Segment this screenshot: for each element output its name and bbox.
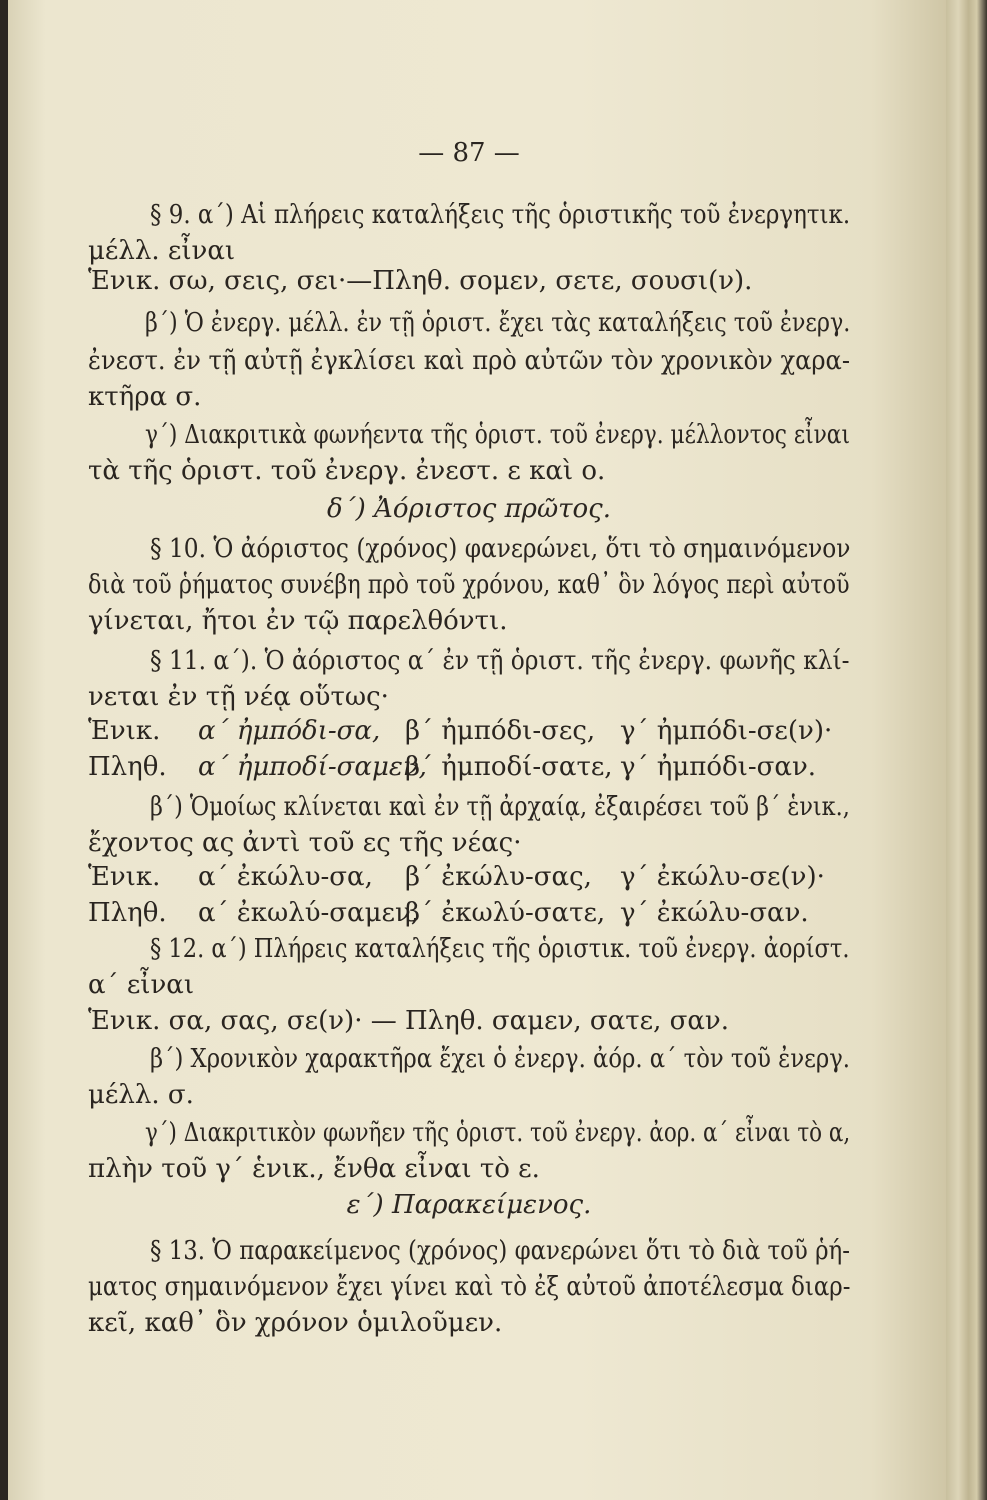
text-line: § 9. α΄) Αἱ πλήρεις καταλήξεις τῆς ὁριστικῆς τοῦ ἐνεργητικ.: [150, 200, 851, 230]
text-line: ἐνεστ. ἐν τῇ αὐτῇ ἐγκλίσει καὶ πρὸ αὐτῶν τὸν χρονικὸν χαρα-: [88, 346, 850, 376]
text-line: τὰ τῆς ὁριστ. τοῦ ἐνεργ. ἐνεστ. ε καὶ ο.: [88, 456, 606, 486]
text-line: Ἑνικ. σα, σας, σε(ν)· — Πληθ. σαμεν, σατε, σαν.: [88, 1006, 729, 1036]
text-line: § 11. α΄). Ὁ ἀόριστος α΄ ἐν τῇ ὁριστ. τῆς ἐνεργ. φωνῆς κλί-: [150, 646, 850, 676]
text-line: μέλλ. εἶναι: [88, 236, 236, 266]
page-edge: [946, 0, 987, 1500]
text-line: § 13. Ὁ παρακείμενος (χρόνος) φανερώνει ὅτι τὸ διὰ τοῦ ῥή-: [150, 1236, 850, 1266]
text-line: α΄ εἶναι: [88, 970, 195, 1000]
table-row-label: Ἑνικ.: [88, 716, 161, 746]
text-line: κεῖ, καθ᾽ ὃν χρόνον ὁμιλοῦμεν.: [88, 1308, 503, 1338]
text-line: § 12. α΄) Πλήρεις καταλήξεις τῆς ὁριστικ. τοῦ ἐνεργ. ἀορίστ.: [150, 934, 850, 964]
text-line: ἔχοντος ας ἀντὶ τοῦ ες τῆς νέας·: [88, 828, 522, 858]
table-row-label: Πληθ.: [88, 752, 167, 782]
table-cell: α΄ ἠμπόδι-σα,: [198, 716, 381, 746]
text-line: γίνεται, ἤτοι ἐν τῷ παρελθόντι.: [88, 606, 508, 636]
text-line: Ἑνικ. σω, σεις, σει·—Πληθ. σομεν, σετε, σουσι(ν).: [88, 266, 753, 296]
text-line: γ΄) Διακριτικὰ φωνήεντα τῆς ὁριστ. τοῦ ἐνεργ. μέλλοντος εἶναι: [145, 420, 850, 450]
text-line: πλὴν τοῦ γ΄ ἑνικ., ἔνθα εἶναι τὸ ε.: [88, 1154, 540, 1184]
table-cell: β΄ ἐκώλυ-σας,: [405, 862, 592, 892]
table-cell: β΄ ἠμπόδι-σες,: [405, 716, 596, 746]
text-line: μέλλ. σ.: [88, 1080, 194, 1110]
section-heading: δ΄) Ἀόριστος πρῶτος.: [326, 494, 612, 524]
table-cell: α΄ ἐκώλυ-σα,: [198, 862, 373, 892]
text-line: ματος σημαινόμενον ἔχει γίνει καὶ τὸ ἐξ αὐτοῦ ἀποτέλεσμα διαρ-: [88, 1272, 851, 1302]
table-cell: β΄ ἠμποδί-σατε,: [405, 752, 613, 782]
text-line: β΄) Ὁμοίως κλίνεται καὶ ἐν τῇ ἀρχαίᾳ, ἐξαιρέσει τοῦ β΄ ἑνικ.,: [150, 792, 850, 822]
text-line: β΄) Ὁ ἐνεργ. μέλλ. ἐν τῇ ὁριστ. ἔχει τὰς καταλήξεις τοῦ ἐνεργ.: [145, 308, 851, 338]
text-line: γ΄) Διακριτικὸν φωνῆεν τῆς ὁριστ. τοῦ ἐνεργ. ἀορ. α΄ εἶναι τὸ α,: [145, 1118, 851, 1148]
text-line: διὰ τοῦ ῥήματος συνέβη πρὸ τοῦ χρόνου, καθ᾽ ὃν λόγος περὶ αὐτοῦ: [88, 570, 850, 600]
text-line: β΄) Χρονικὸν χαρακτῆρα ἔχει ὁ ἐνεργ. ἀόρ. α΄ τὸν τοῦ ἐνεργ.: [150, 1044, 851, 1074]
section-heading: ε΄) Παρακείμενος.: [346, 1190, 592, 1220]
table-cell: γ΄ ἠμπόδι-σε(ν)·: [620, 716, 833, 746]
table-cell: γ΄ ἐκώλυ-σε(ν)·: [620, 862, 825, 892]
table-row-label: Πληθ.: [88, 898, 167, 928]
table-cell: γ΄ ἐκώλυ-σαν.: [620, 898, 809, 928]
table-cell: β΄ ἐκωλύ-σατε,: [405, 898, 606, 928]
text-line: § 10. Ὁ ἀόριστος (χρόνος) φανερώνει, ὅτι τὸ σημαινόμενον: [150, 534, 851, 564]
table-row-label: Ἑνικ.: [88, 862, 161, 892]
text-line: νεται ἐν τῇ νέᾳ οὕτως·: [88, 682, 389, 712]
table-cell: α΄ ἠμποδί-σαμεν,: [198, 752, 427, 782]
text-line: κτῆρα σ.: [88, 382, 202, 412]
table-cell: α΄ ἐκωλύ-σαμεν,: [198, 898, 420, 928]
page-number: — 87 —: [418, 138, 520, 168]
table-cell: γ΄ ἠμπόδι-σαν.: [620, 752, 817, 782]
